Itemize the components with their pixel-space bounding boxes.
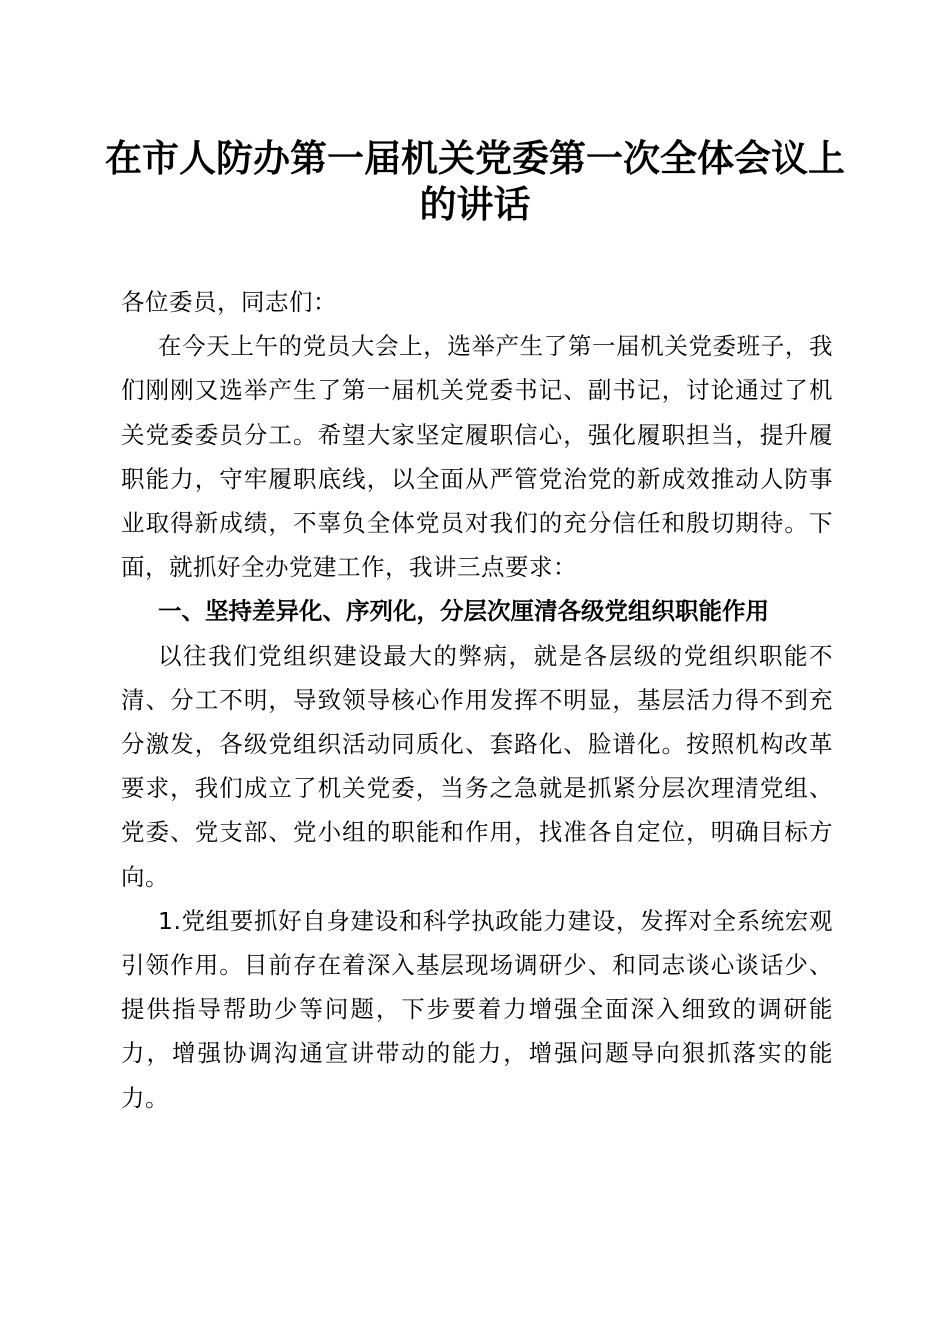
title-line-2: 的讲话 bbox=[419, 182, 531, 226]
document-body bbox=[121, 280, 833, 1120]
title-line-1: 在市人防办第一届机关党委第一次全体会议上 bbox=[105, 136, 845, 180]
paragraph-item-1: 1.党组要抓好自身建设和科学执政能力建设，发挥对全系统宏观引领作用。目前存在着深入基层现场调研少、和同志谈心谈话少、提供指导帮助少等问题，下步要着力增强全面深入细致的调研能力，增强协调沟通宣讲带动的能力，增强问题导向狠抓落实的能力。 bbox=[121, 906, 833, 1112]
paragraph-section-1: 以往我们党组织建设最大的弊病，就是各层级的党组织职能不清、分工不明，导致领导核心作用发挥不明显，基层活力得不到充分激发，各级党组织活动同质化、套路化、脸谱化。按照机构改革要求，我们成立了机关党委，当务之急就是抓紧分层次理清党组、党委、党支部、党小组的职能和作用，找准各自定位，明确目标方向。 bbox=[121, 641, 833, 891]
section-heading-1: 一、坚持差异化、序列化，分层次厘清各级党组织职能作用 bbox=[158, 597, 769, 626]
greeting: 各位委员，同志们： bbox=[121, 288, 337, 316]
document-title bbox=[100, 135, 850, 227]
paragraph-intro: 在今天上午的党员大会上，选举产生了第一届机关党委班子，我们刚刚又选举产生了第一届机关党委书记、副书记，讨论通过了机关党委委员分工。希望大家坚定履职信心，强化履职担当，提升履职能力，守牢履职底线，以全面从严管党治党的新成效推动人防事业取得新成绩，不辜负全体党员对我们的充分信任和殷切期待。下面，就抓好全办党建工作，我讲三点要求： bbox=[121, 332, 833, 582]
